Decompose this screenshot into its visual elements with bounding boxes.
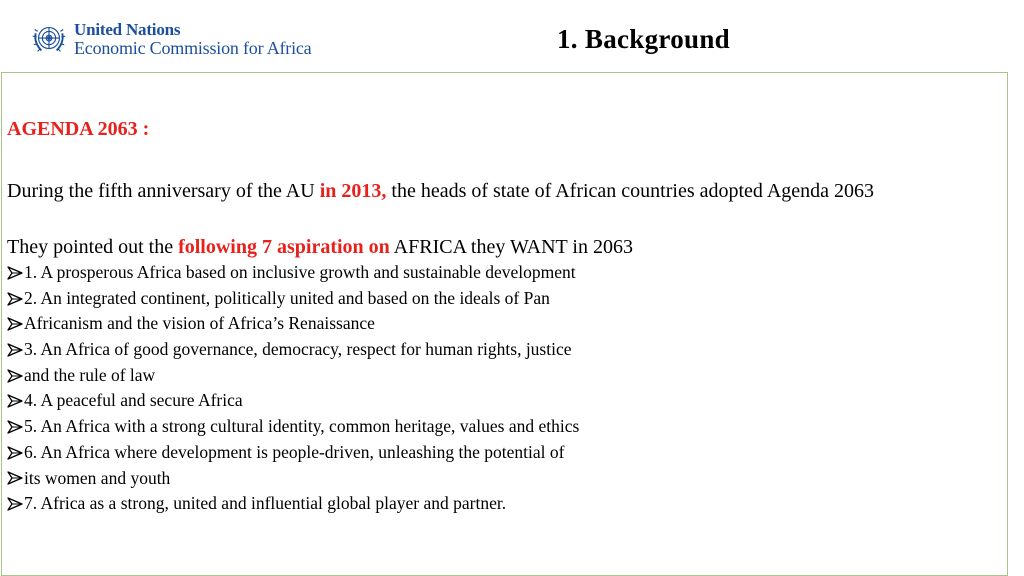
slide-title: 1. Background (557, 24, 730, 54)
un-emblem-icon (30, 20, 68, 58)
intro-paragraph (7, 178, 1000, 204)
list-item (7, 311, 579, 337)
list-item-text: Africanism and the vision of Africa’s Renaissance (24, 313, 375, 334)
aspirations-intro (7, 234, 633, 260)
list-item (7, 337, 579, 363)
list-item-text: and the rule of law (24, 364, 156, 385)
list-item (7, 286, 579, 312)
logo-text (74, 20, 311, 58)
arrow-bullet-icon (7, 343, 23, 357)
org-commission: Economic Commission for Africa (74, 38, 312, 58)
arrow-bullet-icon (7, 394, 23, 408)
list-item-text: 3. An Africa of good governance, democracy, respect for human rights, justice (24, 339, 572, 360)
list-item (7, 440, 579, 466)
arrow-bullet-icon (7, 292, 23, 306)
arrow-bullet-icon (7, 266, 23, 280)
list-item-text: 6. An Africa where development is people-driven, unleashing the potential of (24, 441, 565, 462)
aspirations-list (7, 260, 579, 517)
list-item-text: 2. An integrated continent, politically united and based on the ideals of Pan (24, 287, 550, 308)
slide-header (0, 0, 1024, 72)
arrow-bullet-icon (7, 471, 23, 485)
arrow-bullet-icon (7, 497, 23, 511)
aspirations-intro-start: They pointed out the (7, 236, 179, 258)
aspirations-intro-end: AFRICA they WANT in 2063 (389, 236, 633, 258)
list-item (7, 491, 579, 517)
arrow-bullet-icon (7, 446, 23, 460)
aspirations-intro-highlight: following 7 aspiration on (178, 236, 390, 258)
list-item (7, 466, 579, 492)
list-item-text: 4. A peaceful and secure Africa (24, 390, 243, 411)
intro-text-end: the heads of state of African countries adopted Agenda 2063 (386, 180, 875, 202)
intro-highlight: in 2013, (319, 180, 387, 202)
uneca-logo (30, 20, 311, 58)
arrow-bullet-icon (7, 420, 23, 434)
list-item (7, 388, 579, 414)
list-item (7, 363, 579, 389)
arrow-bullet-icon (7, 317, 23, 331)
list-item-text: its women and youth (24, 467, 171, 488)
intro-text-start: During the fifth anniversary of the AU (7, 180, 320, 202)
org-name: United Nations (74, 20, 181, 39)
list-item (7, 414, 579, 440)
list-item-text: 7. Africa as a strong, united and influential global player and partner. (24, 493, 507, 514)
arrow-bullet-icon (7, 369, 23, 383)
list-item (7, 260, 579, 286)
agenda-title: AGENDA 2063 : (7, 118, 150, 140)
list-item-text: 5. An Africa with a strong cultural identity, common heritage, values and ethics (24, 416, 580, 437)
list-item-text: 1. A prosperous Africa based on inclusive growth and sustainable development (24, 262, 576, 282)
